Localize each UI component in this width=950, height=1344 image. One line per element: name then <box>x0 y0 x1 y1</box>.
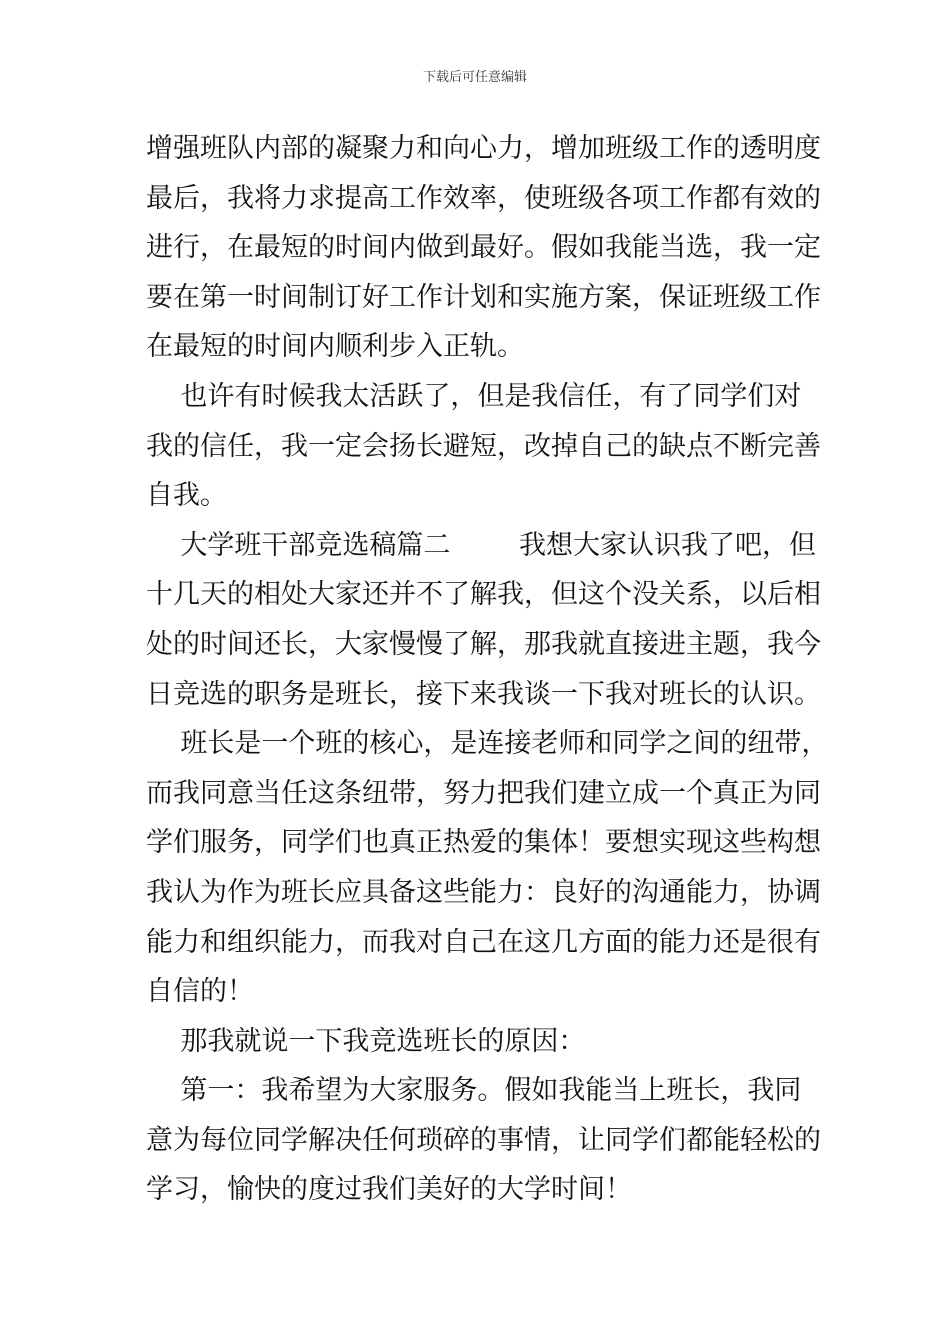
text-line: 大学班干部竞选稿篇二 我想大家认识我了吧，但 <box>146 529 816 561</box>
text-line: 能力和组织能力，而我对自己在这几方面的能力还是很有 <box>146 926 821 958</box>
text-line: 最后，我将力求提高工作效率，使班级各项工作都有效的 <box>146 182 821 214</box>
text-line: 自我。 <box>146 480 227 512</box>
text-line: 我认为作为班长应具备这些能力：良好的沟通能力，协调 <box>146 876 821 908</box>
text-line: 增强班队内部的凝聚力和向心力，增加班级工作的透明度 <box>146 133 821 164</box>
text-line: 进行，在最短的时间内做到最好。假如我能当选，我一定 <box>146 232 821 264</box>
text-line: 自信的！ <box>146 976 254 1008</box>
text-line: 学们服务，同学们也真正热爱的集体！要想实现这些构想 <box>146 827 821 859</box>
text-line: 我的信任，我一定会扬长避短，改掉自己的缺点不断完善 <box>146 430 821 462</box>
document-body <box>146 124 829 1215</box>
text-line: 要在第一时间制订好工作计划和实施方案，保证班级工作 <box>146 281 821 313</box>
text-line: 处的时间还长，大家慢慢了解，那我就直接进主题，我今 <box>146 628 821 660</box>
page-header-note: 下载后可任意编辑 <box>422 70 527 85</box>
text-line: 在最短的时间内顺利步入正轨。 <box>146 331 524 363</box>
text-line: 第一：我希望为大家服务。假如我能当上班长，我同 <box>146 1075 802 1107</box>
text-line: 日竞选的职务是班长，接下来我谈一下我对班长的认识。 <box>146 678 821 710</box>
text-line: 学习，愉快的度过我们美好的大学时间！ <box>146 1174 632 1206</box>
text-line: 十几天的相处大家还并不了解我，但这个没关系，以后相 <box>146 579 821 611</box>
text-line: 而我同意当任这条纽带，努力把我们建立成一个真正为同 <box>146 777 821 809</box>
text-line: 意为每位同学解决任何琐碎的事情，让同学们都能轻松的 <box>146 1124 821 1156</box>
text-line: 那我就说一下我竞选班长的原因： <box>146 1025 586 1057</box>
text-line: 也许有时候我太活跃了，但是我信任，有了同学们对 <box>146 380 802 412</box>
text-line: 班长是一个班的核心，是连接老师和同学之间的纽带， <box>146 728 829 760</box>
